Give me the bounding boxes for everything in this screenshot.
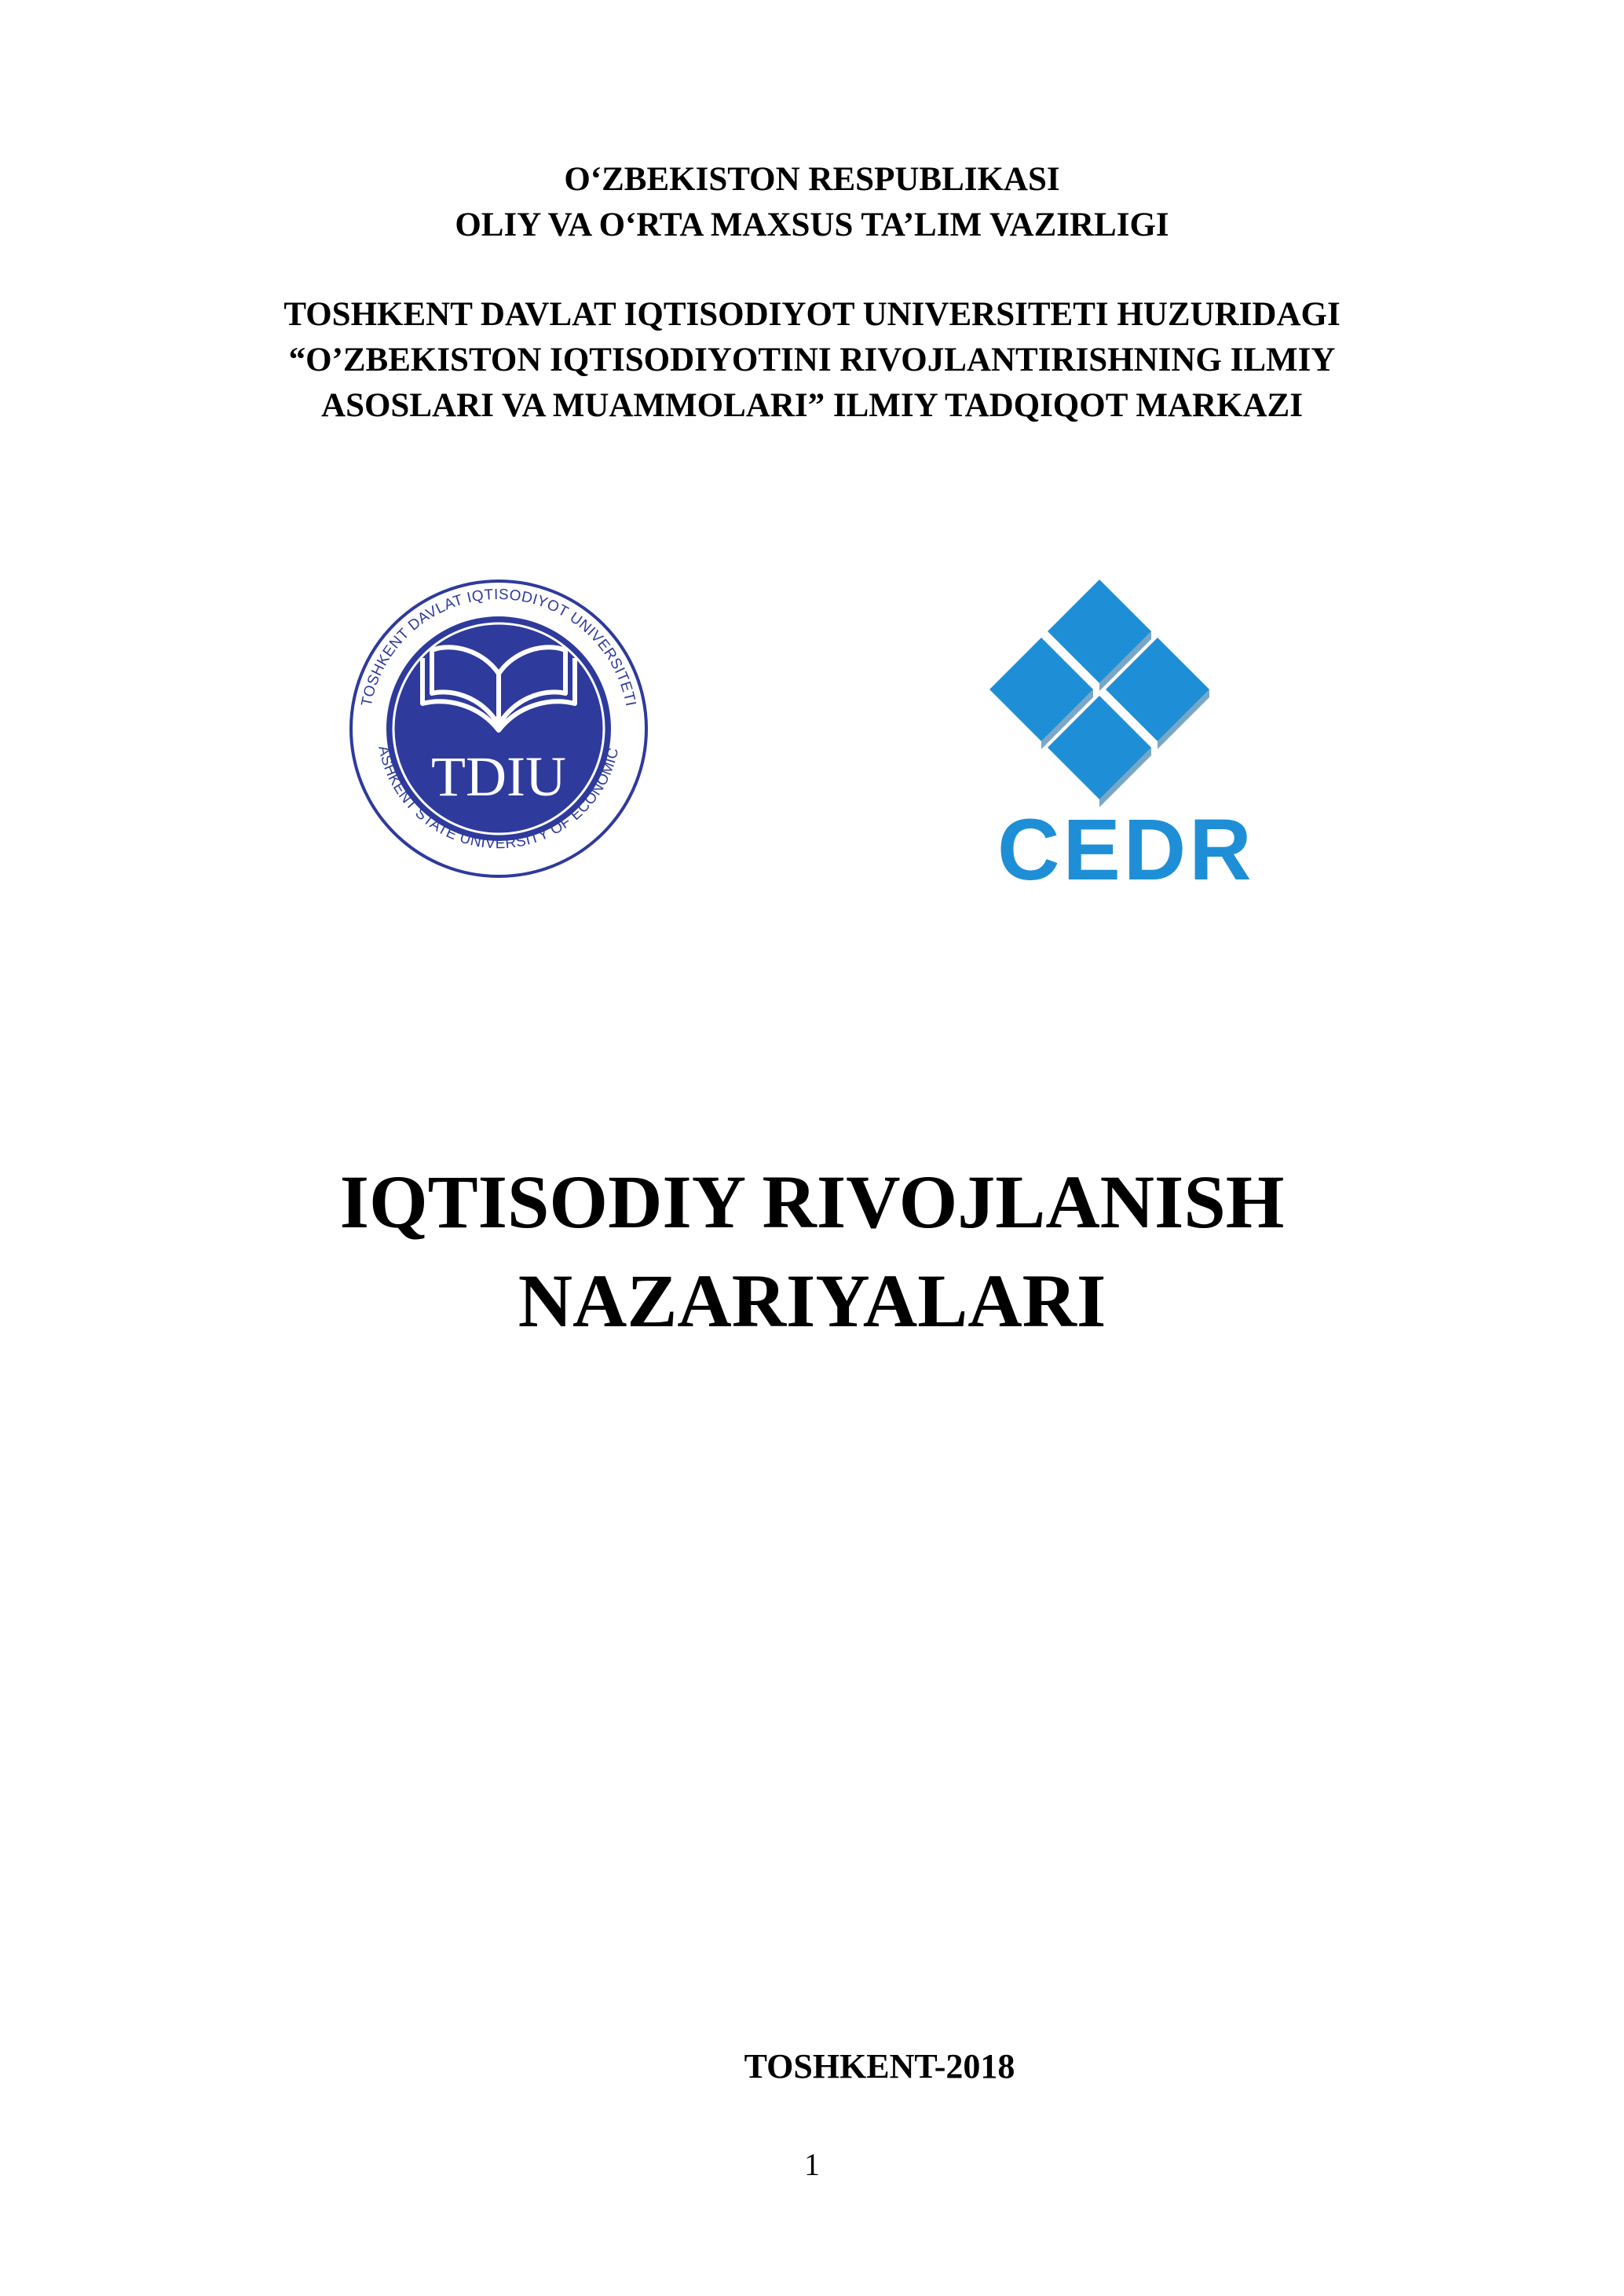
tdiu-ring-bottom-text: ASHKENT STATE UNIVERSITY OF ECONOMIC <box>375 744 623 853</box>
center-line: TOSHKENT DAVLAT IQTISODIYOT UNIVERSITETI HUZURIDAGI <box>283 296 1341 333</box>
document-title <box>0 1153 1624 1351</box>
research-center-header <box>0 292 1624 429</box>
ministry-header <box>0 157 1624 248</box>
center-line: ASOSLARI VA MUAMMOLARI” ILMIY TADQIQOT MARKAZI <box>321 387 1303 424</box>
page-number: 1 <box>804 2147 820 2182</box>
ministry-line: O‘ZBEKISTON RESPUBLIKASI <box>564 161 1060 198</box>
tdiu-logo <box>338 564 660 894</box>
title-line: IQTISODIY RIVOJLANISH <box>339 1160 1285 1244</box>
cedr-wordmark: CEDR <box>997 802 1255 887</box>
center-line: “O’ZBEKISTON IQTISODIYOTINI RIVOJLANTIRISHNING ILMIY <box>288 342 1336 378</box>
cedr-logo <box>989 573 1304 887</box>
city-year: TOSHKENT-2018 <box>744 2047 1015 2086</box>
ministry-line: OLIY VA O‘RTA MAXSUS TA’LIM VAZIRLIGI <box>455 207 1169 243</box>
tdiu-ring-top-text: TOSHKENT DAVLAT IQTISODIYOT UNIVERSITETI <box>358 586 639 708</box>
tdiu-monogram: TDIU <box>431 745 566 808</box>
title-line: NAZARIYALARI <box>518 1259 1106 1343</box>
